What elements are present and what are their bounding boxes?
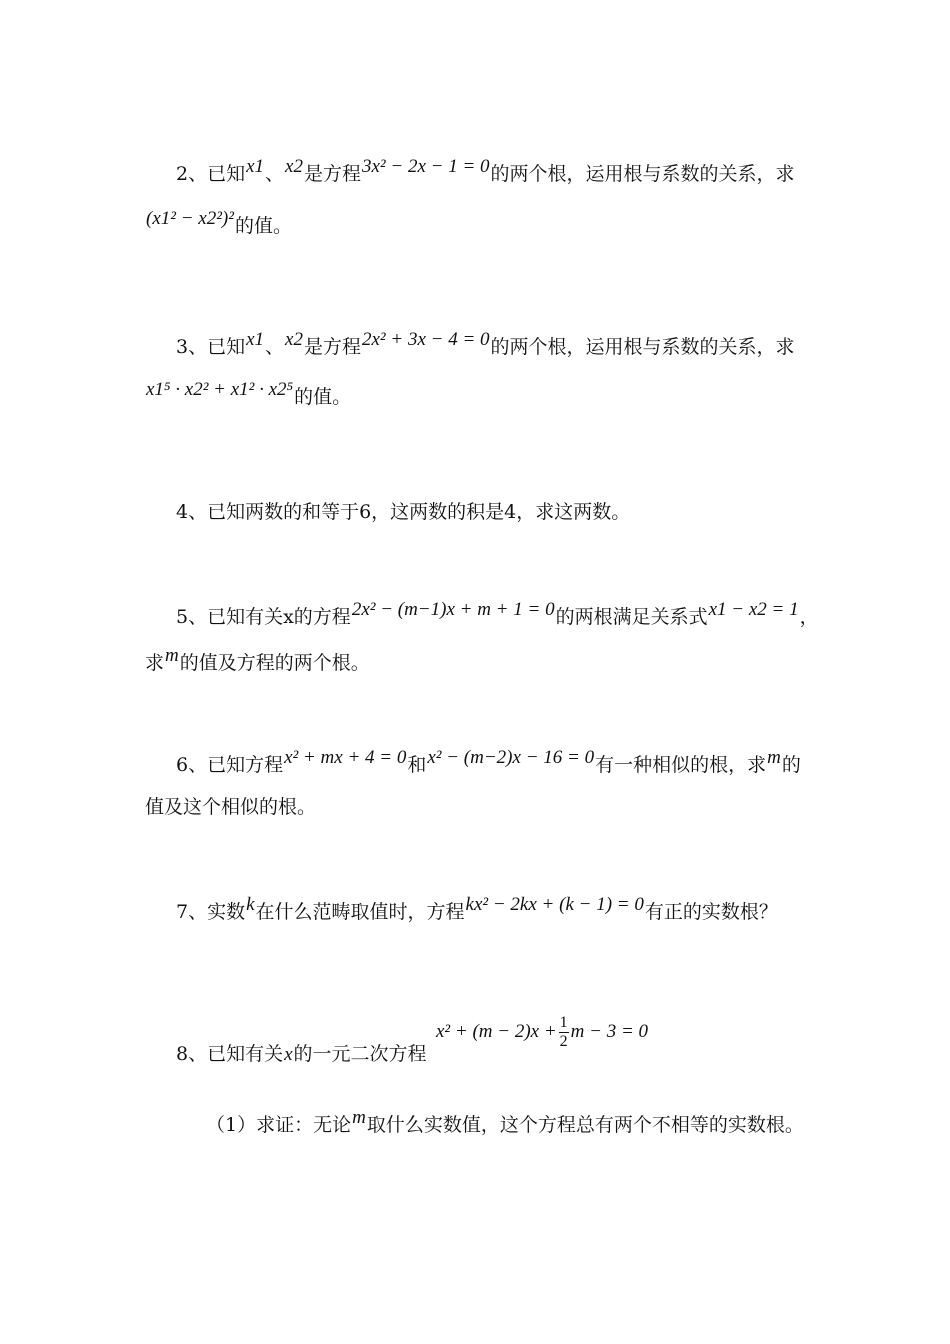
- problem-3-sep: 、: [265, 336, 285, 358]
- problem-8-eq-right: m − 3 = 0: [570, 1020, 649, 1042]
- problem-6-mid: 和: [407, 754, 427, 776]
- problem-2-line-1: [176, 156, 795, 189]
- problem-8-sub-1-suffix: 取什么实数值，这个方程总有两个不相等的实数根。: [366, 1114, 804, 1136]
- problem-3-var-b: x2: [285, 329, 303, 350]
- problem-5-line-2-prefix: 求: [145, 652, 165, 674]
- problem-6-line-2: [145, 793, 316, 821]
- problem-8-frac-num: 1: [559, 1014, 568, 1031]
- problem-2-mid: 是方程: [303, 163, 361, 185]
- problem-5-prefix: 5、已知有关x的方程: [176, 606, 351, 628]
- problem-5-equation: 2x² − (m−1)x + m + 1 = 0: [351, 599, 555, 620]
- problem-3-expression: x1⁵ · x2² + x1² · x2⁵: [146, 379, 294, 400]
- problem-3-line-1: [176, 329, 795, 362]
- problem-5-var-m: m: [165, 645, 179, 666]
- problem-7-line: [176, 894, 778, 927]
- problem-6-line-2-text: 值及这个相似的根。: [145, 796, 317, 818]
- problem-7-var-k: k: [246, 894, 255, 915]
- problem-3-line-2: [145, 379, 352, 412]
- problem-8-mid: 的一元二次方程: [293, 1043, 427, 1065]
- problem-6-equation-a: x² + mx + 4 = 0: [284, 747, 407, 768]
- problem-5-line-1: [176, 599, 819, 632]
- problem-3-prefix: 3、已知: [176, 336, 246, 358]
- problem-2-equation: 3x² − 2x − 1 = 0: [362, 156, 490, 177]
- problem-7-equation: kx² − 2kx + (k − 1) = 0: [465, 894, 644, 915]
- problem-2-expression: (x1² − x2²)²: [146, 208, 234, 229]
- problem-2-var-b: x2: [285, 156, 303, 177]
- problem-8-eq-left: x² + (m − 2)x +: [436, 1020, 557, 1042]
- problem-2-line-2-suffix: 的值。: [234, 215, 292, 237]
- problem-3-mid: 是方程: [303, 336, 361, 358]
- problem-3-var-a: x1: [246, 329, 265, 350]
- problem-5-line-2: [145, 645, 370, 678]
- problem-3-equation: 2x² + 3x − 4 = 0: [362, 329, 490, 350]
- problem-8-sub-1-var-m: m: [352, 1107, 366, 1128]
- problem-8-prefix: 8、已知有关: [176, 1043, 284, 1065]
- problem-5-relation: x1 − x2 = 1: [708, 599, 799, 620]
- problem-7-suffix: 有正的实数根？: [644, 901, 778, 923]
- problem-5-mid: 的两根满足关系式: [555, 606, 708, 628]
- problem-6-mid2: 有一种相似的根，求: [595, 754, 767, 776]
- problem-8-sub-1-prefix: （1）求证：无论: [206, 1114, 352, 1136]
- problem-6-var-m: m: [767, 747, 781, 768]
- problem-4-text: 4、已知两数的和等于6，这两数的积是4，求这两数。: [176, 501, 631, 523]
- problem-6-prefix: 6、已知方程: [176, 754, 284, 776]
- problem-7-mid: 在什么范畴取值时，方程: [255, 901, 465, 923]
- problem-6-equation-b: x² − (m−2)x − 16 = 0: [427, 747, 595, 768]
- problem-4-line: [176, 498, 630, 526]
- problem-2-var-a: x1: [246, 156, 265, 177]
- problem-2-prefix: 2、已知: [176, 163, 246, 185]
- problem-6-suffix: 的: [781, 754, 801, 776]
- problem-2-suffix: 的两个根，运用根与系数的关系，求: [490, 163, 795, 185]
- problem-5-line-2-suffix: 的值及方程的两个根。: [179, 652, 370, 674]
- problem-8-line-1: [176, 1040, 427, 1069]
- problem-7-prefix: 7、实数: [176, 901, 246, 923]
- problem-8-frac-den: 2: [559, 1033, 568, 1050]
- problem-8-fraction: [559, 1014, 569, 1051]
- problem-3-line-2-suffix: 的值。: [294, 386, 352, 408]
- problem-8-sub-1: [206, 1107, 804, 1140]
- problem-2-line-2: [145, 208, 292, 241]
- problem-2-sep: 、: [265, 163, 285, 185]
- problem-3-suffix: 的两个根，运用根与系数的关系，求: [490, 336, 795, 358]
- problem-5-suffix: ，: [799, 606, 819, 628]
- problem-8-var-x: x: [284, 1044, 293, 1065]
- problem-8-equation: [436, 1014, 648, 1051]
- problem-6-line-1: [176, 747, 801, 780]
